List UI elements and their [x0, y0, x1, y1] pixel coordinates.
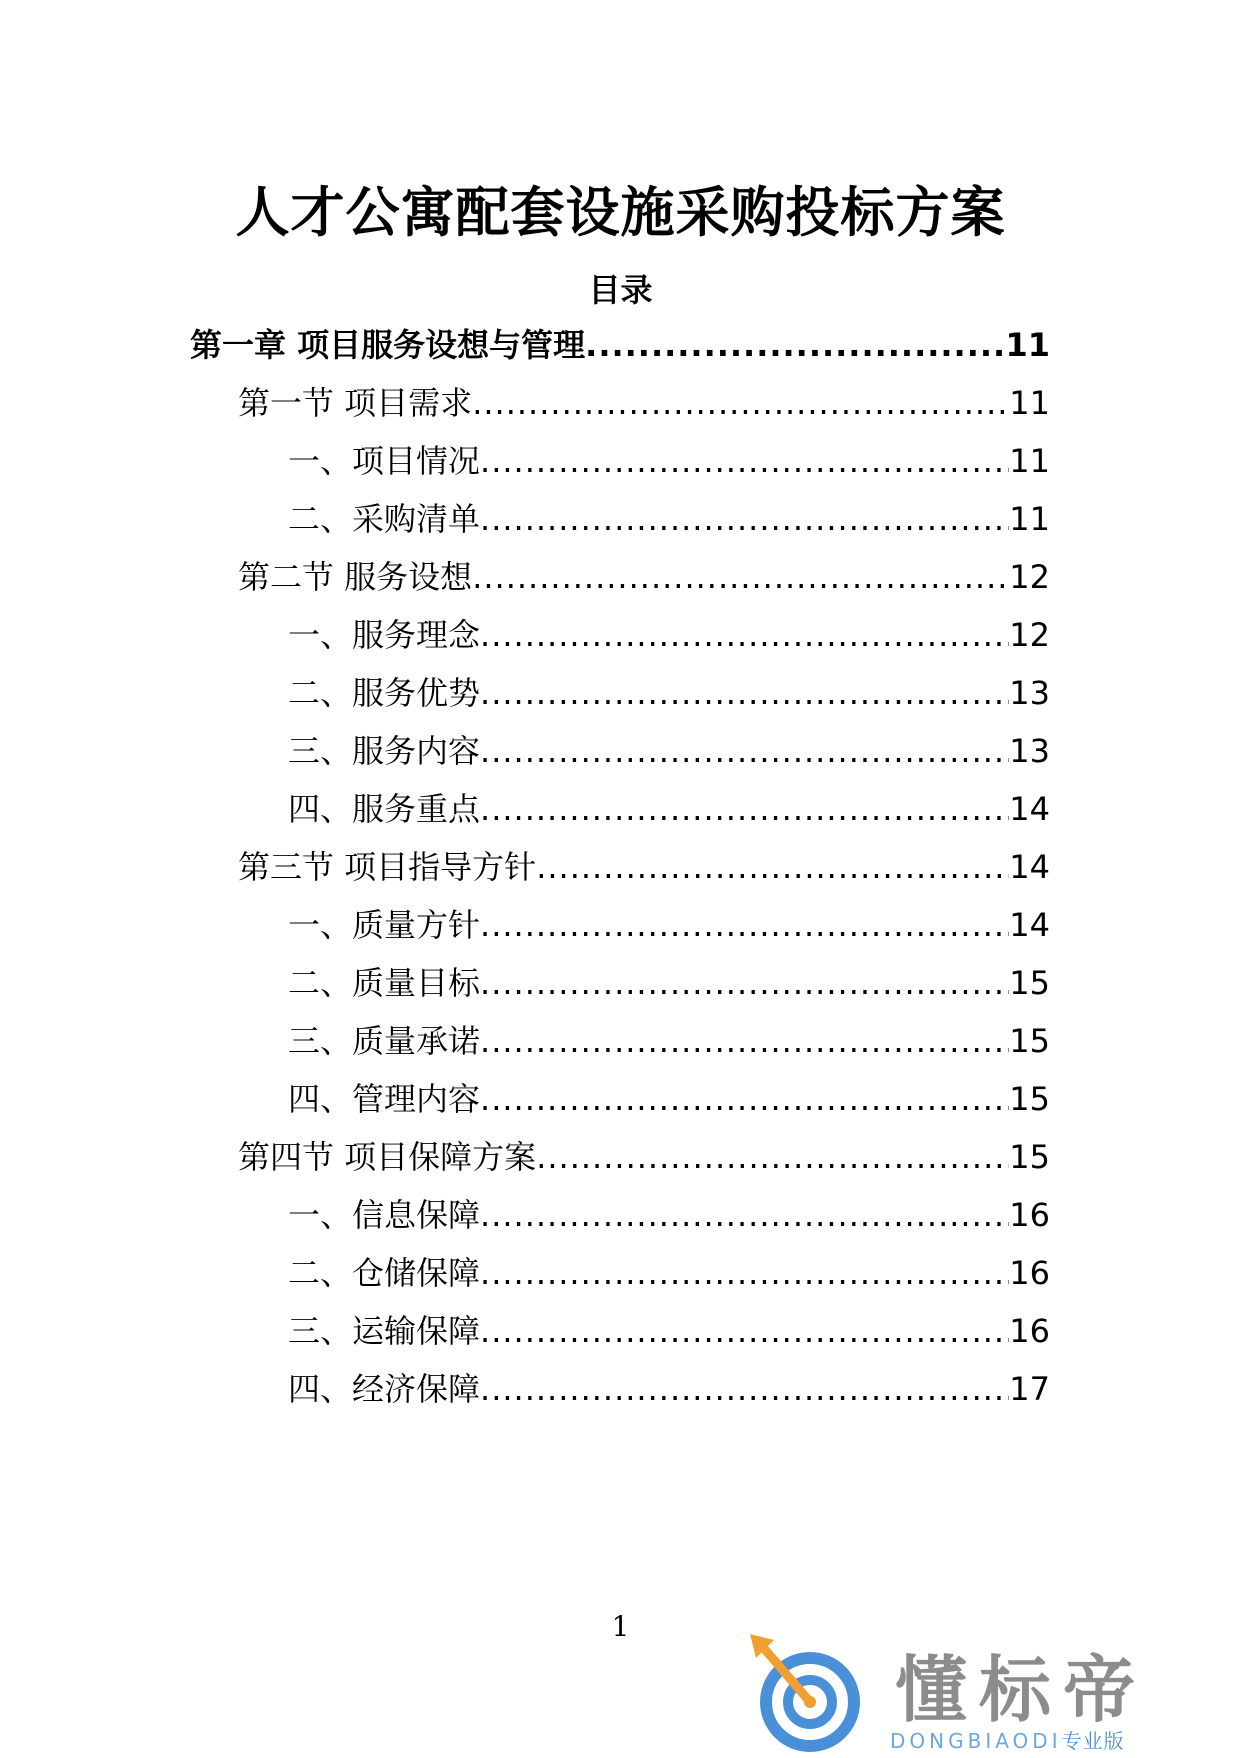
watermark-brand: 懂标帝 — [895, 1648, 1148, 1732]
toc-entry[interactable] — [288, 494, 1050, 544]
toc-leader — [480, 790, 1009, 828]
toc-leader — [480, 732, 1009, 770]
toc-entry[interactable] — [288, 958, 1050, 1008]
toc-leader — [480, 1254, 1009, 1292]
toc-entry-label: 二、采购清单 — [288, 500, 481, 538]
toc-entry-label: 四、服务重点 — [288, 790, 481, 828]
toc-entry-page: 13 — [1009, 732, 1050, 770]
toc-entry-page: 12 — [1009, 558, 1050, 596]
toc-leader — [480, 674, 1009, 712]
toc-entry-label: 三、服务内容 — [288, 732, 481, 770]
toc-leader — [480, 1022, 1009, 1060]
toc-entry[interactable] — [288, 1074, 1050, 1124]
toc-leader — [480, 616, 1009, 654]
toc-leader — [480, 1080, 1009, 1118]
toc-entry-page: 11 — [1009, 384, 1050, 422]
toc-leader — [480, 1312, 1009, 1350]
toc-entry-label: 第四节 项目保障方案 — [238, 1138, 537, 1176]
toc-entry-label: 一、服务理念 — [288, 616, 481, 654]
toc-leader — [480, 1196, 1009, 1234]
toc-entry-page: 15 — [1009, 1022, 1050, 1060]
toc-entry-page: 13 — [1009, 674, 1050, 712]
toc-heading: 目录 — [588, 271, 653, 309]
toc-entry-page: 16 — [1009, 1312, 1050, 1350]
toc-entry-page: 16 — [1009, 1254, 1050, 1292]
toc-entry[interactable] — [288, 726, 1050, 776]
toc-entry-page: 11 — [1005, 326, 1050, 364]
toc-leader — [472, 384, 1009, 422]
toc-entry-label: 三、质量承诺 — [288, 1022, 481, 1060]
watermark-sub-cn: 专业版 — [1061, 1729, 1125, 1753]
toc-leader — [480, 1370, 1009, 1408]
toc-entry[interactable] — [288, 1364, 1050, 1414]
toc-entry-label: 四、管理内容 — [288, 1080, 481, 1118]
watermark — [740, 1630, 1210, 1754]
toc-entry[interactable] — [288, 900, 1050, 950]
toc-entry[interactable] — [238, 378, 1050, 428]
toc-entry-page: 11 — [1009, 442, 1050, 480]
watermark-sub-latin: DONGBIAODI — [890, 1729, 1062, 1753]
toc-leader — [480, 964, 1009, 1002]
toc-entry[interactable] — [238, 552, 1050, 602]
toc-entry[interactable] — [288, 610, 1050, 660]
toc-entry[interactable] — [288, 436, 1050, 486]
toc-entry-label: 一、项目情况 — [288, 442, 481, 480]
toc-entry-label: 一、信息保障 — [288, 1196, 481, 1234]
toc-leader — [585, 326, 1005, 364]
toc-entry-label: 第二节 服务设想 — [238, 558, 473, 596]
toc-entry-page: 14 — [1009, 790, 1050, 828]
toc-entry-label: 第一章 项目服务设想与管理 — [190, 326, 586, 364]
toc-entry-label: 三、运输保障 — [288, 1312, 481, 1350]
toc-entry-page: 15 — [1009, 1080, 1050, 1118]
toc-entry[interactable] — [238, 842, 1050, 892]
toc-entry[interactable] — [288, 1248, 1050, 1298]
watermark-subtitle — [890, 1725, 1125, 1754]
toc-entry[interactable] — [288, 1016, 1050, 1066]
toc-entry-label: 第三节 项目指导方针 — [238, 848, 537, 886]
toc-entry[interactable] — [288, 1306, 1050, 1356]
toc-entry-label: 二、仓储保障 — [288, 1254, 481, 1292]
toc-entry-page: 15 — [1009, 1138, 1050, 1176]
toc-entry[interactable] — [190, 320, 1050, 370]
toc-entry[interactable] — [238, 1132, 1050, 1182]
document-title: 人才公寓配套设施采购投标方案 — [235, 181, 1006, 244]
toc-leader — [536, 848, 1009, 886]
toc-entry-page: 12 — [1009, 616, 1050, 654]
toc-entry-page: 16 — [1009, 1196, 1050, 1234]
toc-leader — [480, 906, 1009, 944]
toc-entry[interactable] — [288, 1190, 1050, 1240]
toc-entry-page: 14 — [1009, 848, 1050, 886]
toc-leader — [536, 1138, 1009, 1176]
toc-entry-page: 11 — [1009, 500, 1050, 538]
toc-entry-page: 15 — [1009, 964, 1050, 1002]
toc-entry-page: 17 — [1009, 1370, 1050, 1408]
page-number: 1 — [611, 1610, 630, 1643]
toc-leader — [480, 442, 1009, 480]
toc-entry-label: 四、经济保障 — [288, 1370, 481, 1408]
toc-leader — [480, 500, 1009, 538]
toc-leader — [472, 558, 1009, 596]
toc-entry[interactable] — [288, 668, 1050, 718]
toc-entry[interactable] — [288, 784, 1050, 834]
target-logo-icon — [740, 1630, 870, 1754]
toc-entry-label: 第一节 项目需求 — [238, 384, 473, 422]
toc-entry-label: 一、质量方针 — [288, 906, 481, 944]
toc-entry-page: 14 — [1009, 906, 1050, 944]
toc-entry-label: 二、质量目标 — [288, 964, 481, 1002]
toc-entry-label: 二、服务优势 — [288, 674, 481, 712]
